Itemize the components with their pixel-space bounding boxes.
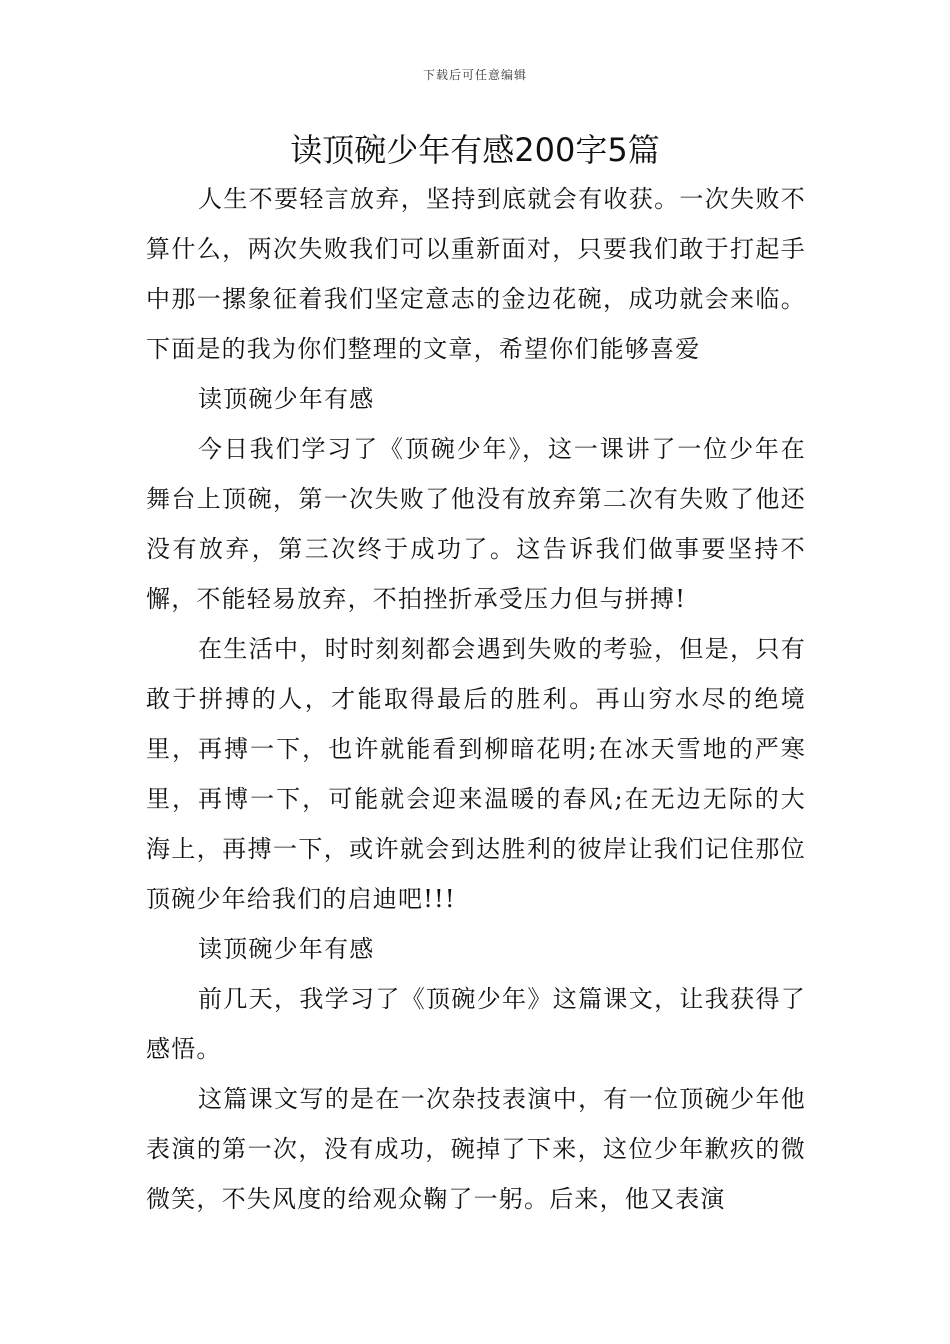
body-paragraph: 在生活中，时时刻刻都会遇到失败的考验，但是，只有敢于拼搏的人，才能取得最后的胜利。再山穷水尽的绝境里，再搏一下，也许就能看到柳暗花明;在冰天雪地的严寒里，再博一下，可能就会迎来温暖的春风;在无边无际的大海上，再搏一下，或许就会到达胜利的彼岸让我们记住那位顶碗少年给我们的启迪吧!!!	[146, 635, 806, 913]
body-paragraph: 这篇课文写的是在一次杂技表演中，有一位顶碗少年他表演的第一次，没有成功，碗掉了下来，这位少年歉疚的微微笑，不失风度的给观众鞠了一躬。后来，他又表演	[146, 1085, 806, 1213]
document-body	[146, 174, 806, 1224]
section-heading: 读顶碗少年有感	[198, 385, 375, 413]
document-title: 读顶碗少年有感200字5篇	[290, 131, 660, 169]
body-paragraph: 前几天，我学习了《顶碗少年》这篇课文，让我获得了感悟。	[146, 985, 806, 1063]
section-heading: 读顶碗少年有感	[198, 935, 375, 963]
header-note: 下载后可任意编辑	[422, 68, 527, 82]
intro-paragraph: 人生不要轻言放弃，坚持到底就会有收获。一次失败不算什么，两次失败我们可以重新面对，只要我们敢于打起手中那一摞象征着我们坚定意志的金边花碗，成功就会来临。下面是的我为你们整理的文章，希望你们能够喜爱	[146, 185, 806, 363]
body-paragraph: 今日我们学习了《顶碗少年》，这一课讲了一位少年在舞台上顶碗，第一次失败了他没有放弃第二次有失败了他还没有放弃，第三次终于成功了。这告诉我们做事要坚持不懈，不能轻易放弃，不拍挫折承受压力但与拼搏!	[146, 435, 806, 613]
